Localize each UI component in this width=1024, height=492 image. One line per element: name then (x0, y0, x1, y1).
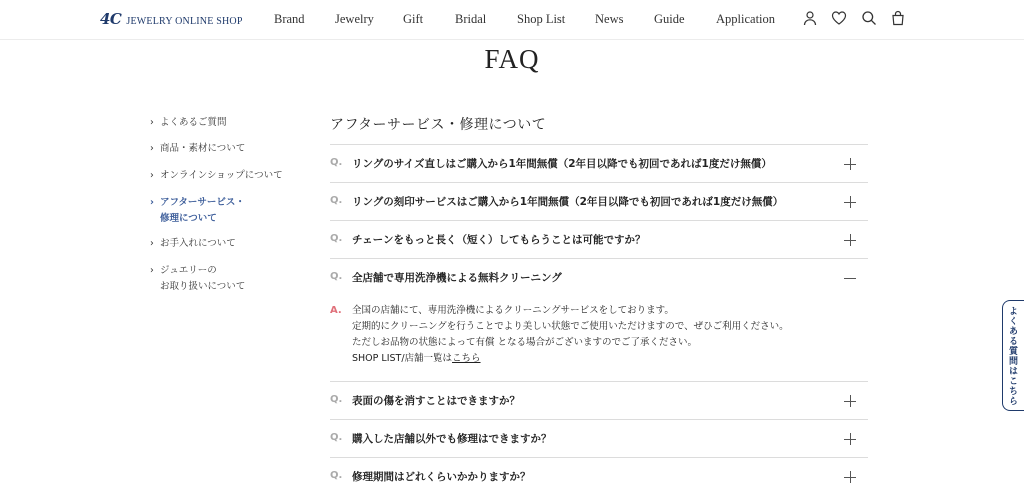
sidebar-item-label: お取り扱いについて (160, 281, 246, 292)
chevron-right-icon: › (150, 238, 154, 249)
sidebar-item-label: よくあるご質問 (160, 117, 227, 128)
nav-shop-list[interactable]: Shop List (517, 12, 566, 26)
answer-prefix: SHOP LIST/店舗一覧は (352, 353, 453, 364)
faq-item (330, 419, 868, 458)
q-mark: Q. (330, 271, 343, 282)
faq-question[interactable] (330, 221, 868, 259)
faq-question[interactable] (330, 183, 868, 221)
faq-item (330, 220, 868, 259)
plus-icon[interactable] (844, 471, 856, 483)
sidebar-item-faq[interactable] (150, 115, 227, 131)
chevron-right-icon: › (150, 117, 154, 128)
q-mark: Q. (330, 233, 343, 244)
q-mark: Q. (330, 195, 343, 206)
sidebar-item-products[interactable] (150, 141, 245, 157)
plus-icon[interactable] (844, 433, 856, 445)
sidebar-item-after-service[interactable] (150, 195, 245, 227)
question-text: 表面の傷を消すことはできますか？ (352, 395, 520, 407)
minus-icon[interactable] (844, 272, 856, 284)
sidebar-item-label: お手入れについて (160, 238, 236, 249)
search-icon[interactable] (861, 10, 877, 26)
user-icon[interactable] (802, 10, 818, 26)
plus-icon[interactable] (844, 395, 856, 407)
nav-application[interactable]: Application (716, 12, 776, 26)
site-header (0, 0, 1024, 40)
page-title: FAQ (484, 44, 540, 74)
faq-question[interactable] (330, 259, 868, 297)
faq-item (330, 457, 868, 492)
bag-icon[interactable] (890, 10, 906, 26)
sidebar-item-handling[interactable] (150, 263, 245, 295)
sidebar-item-label: オンラインショップについて (160, 170, 283, 181)
answer-line: 全国の店舗にて、専用洗浄機によるクリーニングサービスをしております。 (352, 305, 674, 316)
sidebar-item-care[interactable] (150, 236, 236, 252)
faq-float-tab[interactable] (1002, 300, 1024, 411)
answer-text (352, 303, 789, 367)
sidebar-item-label: ジュエリーの (160, 265, 217, 276)
faq-item (330, 182, 868, 221)
plus-icon[interactable] (844, 196, 856, 208)
nav-news[interactable]: News (595, 12, 624, 26)
nav-gift[interactable]: Gift (403, 12, 424, 26)
faq-item (330, 381, 868, 420)
q-mark: Q. (330, 432, 343, 443)
question-text: 購入した店舗以外でも修理はできますか？ (352, 433, 552, 445)
chevron-right-icon: › (150, 197, 154, 208)
heart-icon[interactable] (831, 10, 847, 26)
answer-line (352, 351, 789, 367)
sidebar-item-online-shop[interactable] (150, 168, 283, 184)
chevron-right-icon: › (150, 143, 154, 154)
faq-item (330, 144, 868, 183)
answer-line: ただしお品物の状態によって有償 となる場合がございますのでご了承ください。 (352, 337, 698, 348)
plus-icon[interactable] (844, 158, 856, 170)
faq-question[interactable] (330, 458, 868, 492)
question-text: 修理期間はどれくらいかかりますか？ (352, 471, 531, 483)
logo-mark: 4C (100, 10, 122, 28)
faq-answer (330, 297, 868, 381)
nav-jewelry[interactable]: Jewelry (335, 12, 374, 26)
logo-text: JEWELRY ONLINE SHOP (126, 16, 243, 27)
sidebar-item-label: アフターサービス・ (160, 197, 245, 208)
question-text: リングのサイズ直しはご購入から1年間無償（2年目以降でも初回であれば1度だけ無償） (352, 158, 772, 170)
plus-icon[interactable] (844, 234, 856, 246)
q-mark: Q. (330, 157, 343, 168)
q-mark: Q. (330, 470, 343, 481)
float-tab-label: よくある質問はこちら (1007, 306, 1017, 406)
chevron-right-icon: › (150, 170, 154, 181)
sidebar-item-label: 修理について (160, 213, 217, 224)
chevron-right-icon: › (150, 265, 154, 276)
faq-question[interactable] (330, 382, 868, 420)
answer-line: 定期的にクリーニングを行うことでより美しい状態でご使用いただけますので、ぜひご利用ください。 (352, 321, 789, 332)
nav-guide[interactable]: Guide (654, 12, 685, 26)
question-text: チェーンをもっと長く（短く）してもらうことは可能ですか？ (352, 234, 646, 246)
faq-question[interactable] (330, 420, 868, 458)
q-mark: Q. (330, 394, 343, 405)
section-title: アフターサービス・修理について (330, 117, 547, 133)
shop-list-link[interactable]: こちら (452, 353, 481, 364)
question-text: リングの刻印サービスはご購入から1年間無償（2年目以降でも初回であれば1度だけ無償） (352, 196, 784, 208)
faq-item-open (330, 258, 868, 381)
faq-question[interactable] (330, 145, 868, 183)
a-mark: A. (330, 305, 342, 316)
site-logo[interactable] (100, 10, 243, 28)
question-text: 全店舗で専用洗浄機による無料クリーニング (352, 272, 562, 284)
nav-brand[interactable]: Brand (274, 12, 305, 26)
nav-bridal[interactable]: Bridal (455, 12, 487, 26)
sidebar-item-label: 商品・素材について (160, 143, 246, 154)
